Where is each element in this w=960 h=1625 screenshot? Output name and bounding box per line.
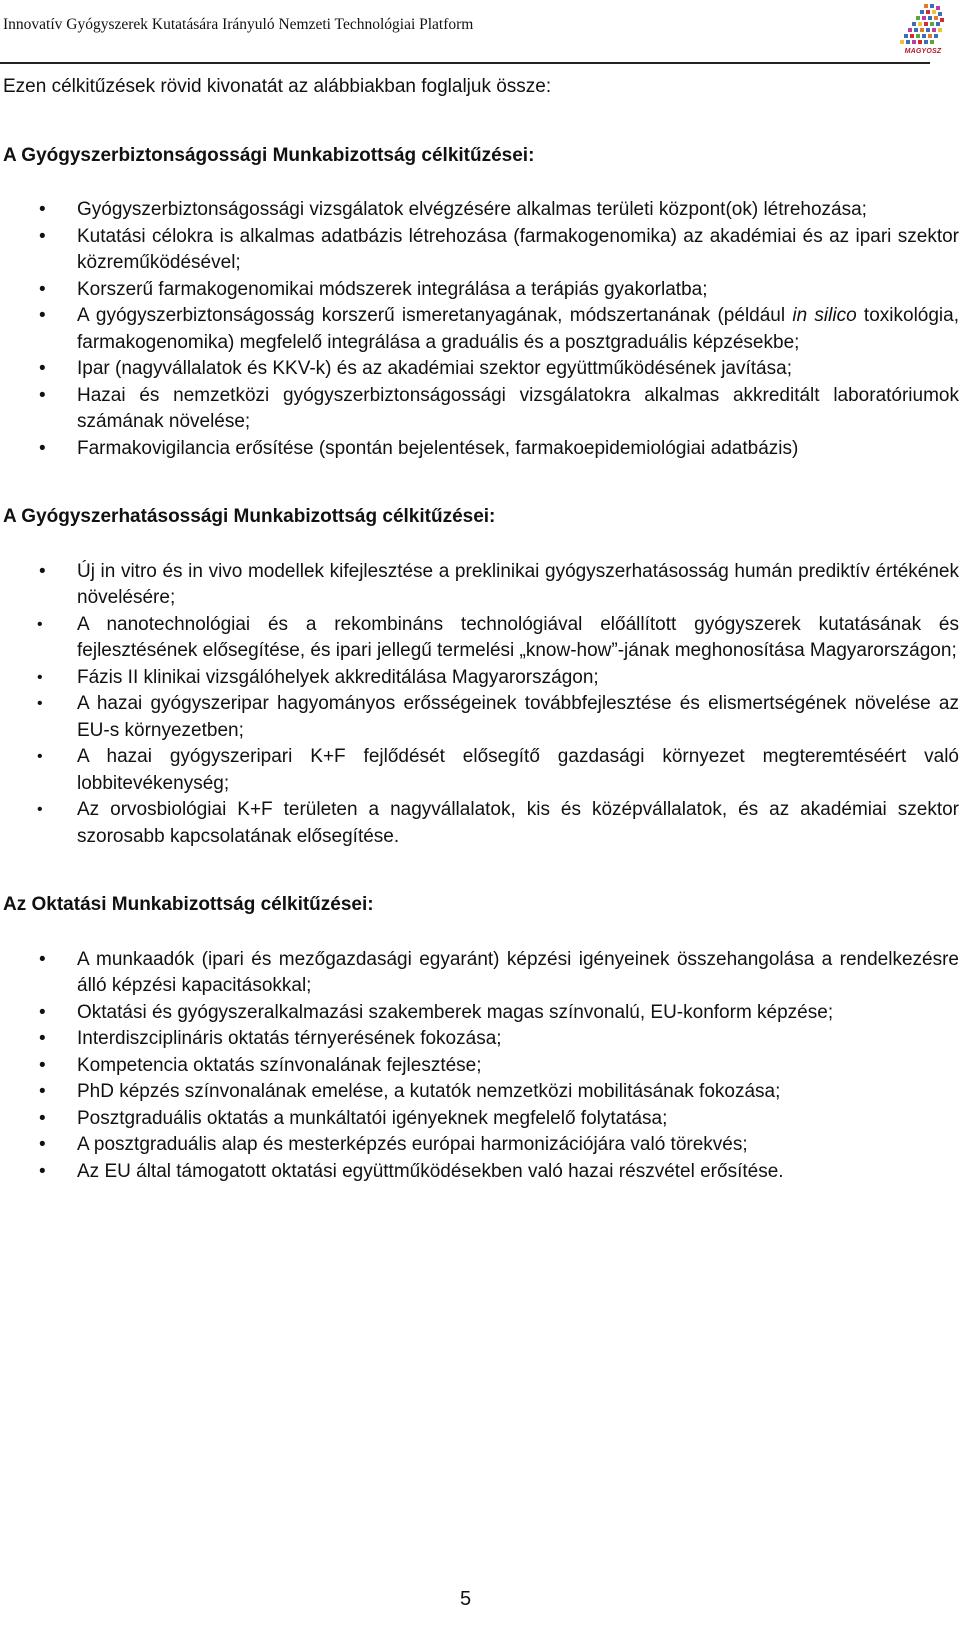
bullet-icon: • — [37, 695, 43, 712]
bullet-icon: • — [39, 1054, 46, 1076]
efficacy-list-small — [3, 612, 958, 851]
list-item: • PhD képzés színvonalának emelése, a kutatók nemzetközi mobilitásának fokozása; — [3, 1079, 959, 1106]
intro-paragraph: Ezen célkitűzések rövid kivonatát az alábbiakban foglaljuk össze: — [3, 76, 552, 97]
list-item: • Interdiszciplináris oktatás térnyerésének fokozása; — [3, 1026, 959, 1053]
list-item: • Farmakovigilancia erősítése (spontán bejelentések, farmakoepidemiológiai adatbázis) — [3, 436, 959, 463]
bullet-icon: • — [39, 225, 46, 247]
list-item: • Kutatási célokra is alkalmas adatbázis létrehozása (farmakogenomika) az akadémiai és az ipari szektor közreműködésével; — [39, 225, 959, 273]
bullet-icon: • — [39, 199, 46, 220]
section-efficacy — [3, 504, 958, 850]
list-item: • Oktatási és gyógyszeralkalmazási szakemberek magas színvonalú, EU-konform képzése; — [3, 1000, 959, 1027]
bullet-icon: • — [39, 384, 46, 406]
bullet-icon: • — [39, 1081, 46, 1102]
bullet-icon: • — [37, 748, 43, 765]
list-item: • Ipar (nagyvállalatok és KKV-k) és az akadémiai szektor együttműködésének javítása; — [3, 356, 959, 383]
bullet-icon: • — [39, 358, 46, 379]
list-item: • Az orvosbiológiai K+F területen a nagyvállalatok, kis és középvállalatok, és az akadémiai szektor szorosabb kapcsolatának elősegítése. — [37, 799, 959, 847]
bullet-icon: • — [39, 1107, 46, 1129]
bullet-icon: • — [39, 305, 46, 326]
list-item: • A hazai gyógyszeripar hagyományos erősségeinek továbbfejlesztése és elismertségének növelése az EU-s környezetben; — [37, 693, 959, 741]
list-item: • Az EU által támogatott oktatási együttműködésekben való hazai részvétel erősítése. — [3, 1159, 959, 1186]
list-item: • A munkaadók (ipari és mezőgazdasági egyaránt) képzési igényeinek összehangolása a rendelkezésre álló képzési kapacitásokkal; — [39, 948, 959, 996]
list-item: • Kompetencia oktatás színvonalának fejlesztése; — [3, 1053, 959, 1080]
header-title: Innovatív Gyógyszerek Kutatására Irányuló Nemzeti Technológiai Platform — [3, 16, 474, 33]
education-list — [3, 947, 958, 1186]
logo-mark-icon — [894, 2, 952, 50]
bullet-icon: • — [39, 1001, 46, 1023]
list-item: • Fázis II klinikai vizsgálóhelyek akkreditálása Magyarországon; — [3, 665, 959, 692]
bullet-icon: • — [37, 615, 43, 633]
list-item: • Új in vitro és in vivo modellek kifejlesztése a preklinikai gyógyszerhatásosság humán prediktív értékének növelésére; — [39, 560, 959, 608]
bullet-icon: • — [39, 278, 46, 300]
page-number: 5 — [460, 1588, 472, 1610]
list-item: • Hazai és nemzetközi gyógyszerbiztonságossági vizsgálatokra alkalmas akkreditált laboratóriumok számának növelése; — [39, 384, 959, 432]
list-item: • A posztgraduális alap és mesterképzés európai harmonizációjára való törekvés; — [3, 1132, 959, 1159]
bullet-icon: • — [39, 948, 46, 970]
list-item: • Posztgraduális oktatás a munkáltatói igényeknek megfelelő folytatása; — [3, 1106, 959, 1133]
section-title-efficacy: A Gyógyszerhatásossági Munkabizottság célkitűzései: — [3, 506, 496, 527]
header-divider — [0, 62, 930, 64]
bullet-icon: • — [37, 801, 43, 818]
section-education — [3, 892, 958, 1185]
safety-list — [3, 197, 958, 462]
bullet-icon: • — [39, 1028, 46, 1049]
bullet-icon: • — [39, 437, 46, 459]
document-body — [3, 74, 958, 1227]
bullet-icon: • — [39, 1160, 46, 1182]
page-header — [0, 0, 960, 62]
logo-text: MAGYOSZ — [904, 48, 942, 55]
list-item: • Gyógyszerbiztonságossági vizsgálatok elvégzésére alkalmas területi központ(ok) létrehozása; — [3, 197, 959, 224]
efficacy-list — [3, 559, 958, 612]
bullet-icon: • — [37, 668, 43, 686]
section-title-education: Az Oktatási Munkabizottság célkitűzései: — [3, 894, 374, 915]
list-item: • Korszerű farmakogenomikai módszerek integrálása a terápiás gyakorlatba; — [3, 277, 959, 304]
list-item: • A hazai gyógyszeripari K+F fejlődését elősegítő gazdasági környezet megteremtéséért való lobbitevékenység; — [37, 746, 959, 794]
list-item: • A nanotechnológiai és a rekombináns technológiával előállított gyógyszerek kutatásának és fejlesztésének elősegítése, és ipari jellegű termelési „know-how”-jának meghonosítása Magyarországon; — [37, 613, 959, 661]
section-safety — [3, 143, 958, 463]
list-item: • A gyógyszerbiztonságosság korszerű ismeretanyagának, módszertanának (például in silico toxikológia, farmakogenomika) megfelelő integrálása a graduális és a posztgraduális képzésekbe; — [39, 305, 959, 353]
bullet-icon: • — [39, 560, 46, 582]
bullet-icon: • — [39, 1134, 46, 1155]
magyosz-logo — [894, 2, 952, 62]
section-title-safety: A Gyógyszerbiztonságossági Munkabizottság célkitűzései: — [3, 144, 535, 166]
